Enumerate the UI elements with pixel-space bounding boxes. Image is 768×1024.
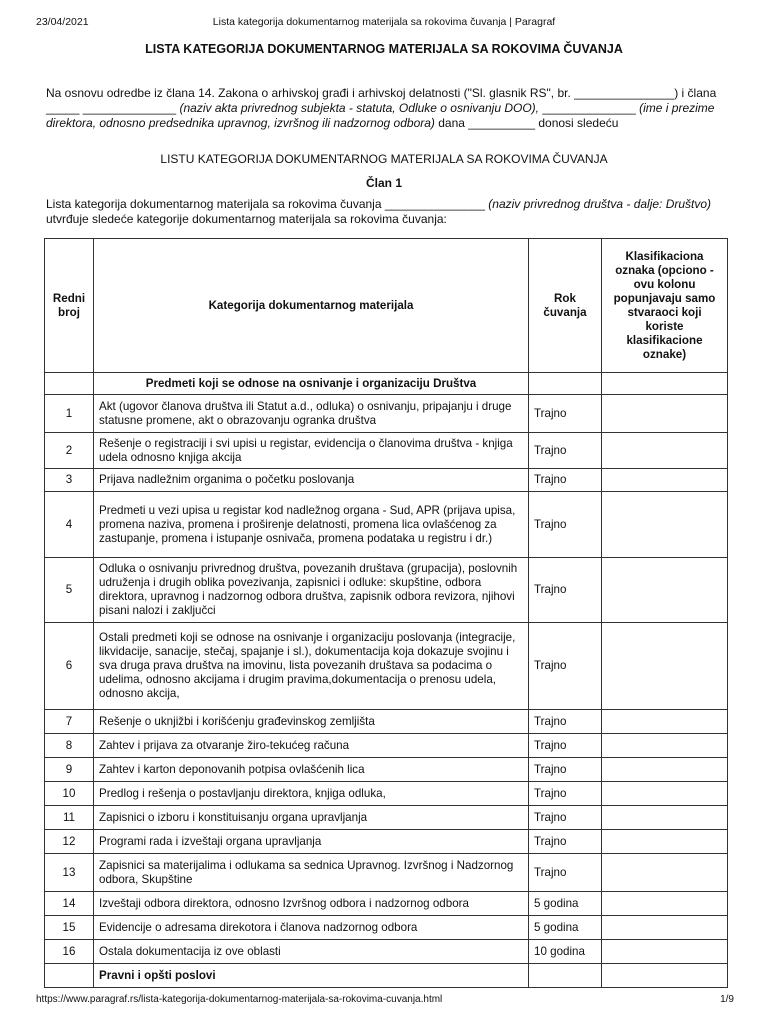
print-page-title: Lista kategorija dokumentarnog materijala sa rokovima čuvanja | Paragraf xyxy=(212,16,556,28)
row-category: Akt (ugovor članova društva ili Statut a.d., odluka) o osnivanju, pripajanju i druge statusne promene, akt o obrazovanju ogranka društva xyxy=(94,395,529,433)
table-row xyxy=(45,558,728,623)
row-classification-code xyxy=(602,623,728,710)
table-header-row xyxy=(45,239,728,373)
row-number: 4 xyxy=(45,492,94,558)
row-number: 8 xyxy=(45,734,94,758)
section-title: Pravni i opšti poslovi xyxy=(94,964,529,988)
table-row xyxy=(45,782,728,806)
row-retention-period: Trajno xyxy=(529,395,602,433)
row-retention-period: Trajno xyxy=(529,558,602,623)
row-category: Predmeti u vezi upisa u registar kod nadležnog organa - Sud, APR (prijava upisa, promena naziva, promena i proširenje delatnosti, promena lica ovlašćenog za zastupanje, promena i istupanje osnivača, promena podataka u registru i dr.) xyxy=(94,492,529,558)
row-retention-period: 5 godina xyxy=(529,892,602,916)
intro-italic-2: (ime i prezime direktora, odnosno predsednika upravnog, izvršnog ili nadzornog odbora) xyxy=(46,101,715,130)
row-number: 2 xyxy=(45,433,94,469)
print-date: 23/04/2021 xyxy=(36,16,89,28)
row-category: Zahtev i prijava za otvaranje žiro-tekućeg računa xyxy=(94,734,529,758)
row-retention-period: Trajno xyxy=(529,710,602,734)
intro-paragraph xyxy=(46,86,726,131)
row-number: 1 xyxy=(45,395,94,433)
row-category: Zapisnici sa materijalima i odlukama sa sednica Upravnog. Izvršnog i Nadzornog odbora, Skupštine xyxy=(94,854,529,892)
footer-page-number: 1/9 xyxy=(720,994,734,1005)
row-retention-period: Trajno xyxy=(529,623,602,710)
row-classification-code xyxy=(602,395,728,433)
row-classification-code xyxy=(602,710,728,734)
table-row xyxy=(45,892,728,916)
row-retention-period: Trajno xyxy=(529,734,602,758)
row-number: 12 xyxy=(45,830,94,854)
row-number: 3 xyxy=(45,469,94,492)
row-classification-code xyxy=(602,469,728,492)
table-row xyxy=(45,916,728,940)
table-row xyxy=(45,758,728,782)
row-classification-code xyxy=(602,758,728,782)
intro-text-1: Na osnovu odredbe iz člana 14. Zakona o arhivskoj građi i arhivskoj delatnosti ("Sl. glasnik RS", br. _______________) i člana _____ ______________ xyxy=(46,86,717,115)
table-row xyxy=(45,734,728,758)
row-classification-code xyxy=(602,558,728,623)
row-number: 16 xyxy=(45,940,94,964)
row-classification-code xyxy=(602,734,728,758)
row-retention-period: 5 godina xyxy=(529,916,602,940)
lead-text-1: Lista kategorija dokumentarnog materijala sa rokovima čuvanja _______________ xyxy=(46,197,489,211)
article-heading: Član 1 xyxy=(365,176,402,190)
table-row xyxy=(45,433,728,469)
row-classification-code xyxy=(602,806,728,830)
row-retention-period: Trajno xyxy=(529,758,602,782)
table-row xyxy=(45,395,728,433)
section-period-cell xyxy=(529,373,602,395)
row-classification-code xyxy=(602,916,728,940)
lead-paragraph xyxy=(46,197,726,227)
row-retention-period: Trajno xyxy=(529,433,602,469)
row-number: 13 xyxy=(45,854,94,892)
table-row xyxy=(45,492,728,558)
row-number: 15 xyxy=(45,916,94,940)
lead-text-2: utvrđuje sledeće kategorije dokumentarnog materijala sa rokovima čuvanja: xyxy=(46,212,447,226)
section-period-cell xyxy=(529,964,602,988)
table-row xyxy=(45,710,728,734)
row-category: Ostali predmeti koji se odnose na osnivanje i organizaciju poslovanja (integracije, likvidacije, sanacije, stečaj, spajanje i sl.), dokumentacija koja dokazuje svojinu i sva druga prava društva na imovinu, lista povezanih društava sa podacima o udelima, odnosno akcijama i drugim pravima,dokumentacija o prenosu udela, odnosno akcija, xyxy=(94,623,529,710)
row-category: Rešenje o registraciji i svi upisi u registar, evidencija o članovima društva - knjiga udela odnosno knjiga akcija xyxy=(94,433,529,469)
col-header-category: Kategorija dokumentarnog materijala xyxy=(94,239,529,373)
table-row xyxy=(45,854,728,892)
row-classification-code xyxy=(602,830,728,854)
row-retention-period: Trajno xyxy=(529,469,602,492)
footer-url: https://www.paragraf.rs/lista-kategorija-dokumentarnog-materijala-sa-rokovima-cuvanja.html xyxy=(36,994,443,1005)
row-number: 11 xyxy=(45,806,94,830)
section-row-legal xyxy=(45,964,728,988)
row-retention-period: Trajno xyxy=(529,492,602,558)
table-row xyxy=(45,469,728,492)
intro-italic-1: (naziv akta privrednog subjekta - statuta, Odluke o osnivanju DOO), xyxy=(179,101,539,115)
row-number: 6 xyxy=(45,623,94,710)
row-retention-period: Trajno xyxy=(529,830,602,854)
row-category: Evidencije o adresama direkotora i članova nadzornog odbora xyxy=(94,916,529,940)
row-retention-period: Trajno xyxy=(529,854,602,892)
row-category: Predlog i rešenja o postavljanju direktora, knjiga odluka, xyxy=(94,782,529,806)
row-classification-code xyxy=(602,433,728,469)
lead-italic: (naziv privrednog društva - dalje: Društvo) xyxy=(488,197,712,211)
row-retention-period: 10 godina xyxy=(529,940,602,964)
table-row xyxy=(45,830,728,854)
row-category: Prijava nadležnim organima o početku poslovanja xyxy=(94,469,529,492)
row-category: Programi rada i izveštaji organa upravljanja xyxy=(94,830,529,854)
row-classification-code xyxy=(602,940,728,964)
section-row-founding xyxy=(45,373,728,395)
row-number: 14 xyxy=(45,892,94,916)
row-number: 5 xyxy=(45,558,94,623)
col-header-period: Rok čuvanja xyxy=(529,239,602,373)
document-subtitle: LISTU KATEGORIJA DOKUMENTARNOG MATERIJALA SA ROKOVIMA ČUVANJA xyxy=(160,152,608,166)
row-category: Izveštaji odbora direktora, odnosno Izvršnog odbora i nadzornog odbora xyxy=(94,892,529,916)
row-category: Odluka o osnivanju privrednog društva, povezanih društava (grupacija), poslovnih udruženja i drugih oblika povezivanja, zapisnici i odluke: skupštine, odbora direktora, upravnog i nadzornog odbora društva, zapisnik odbora revizora, njihovi pisani nalozi i zaključci xyxy=(94,558,529,623)
row-classification-code xyxy=(602,492,728,558)
section-code-cell xyxy=(602,373,728,395)
table-row xyxy=(45,623,728,710)
col-header-classification: Klasifikaciona oznaka (opciono - ovu kolonu popunjavaju samo stvaraoci koji koriste klasifikacione oznake) xyxy=(602,239,728,373)
row-category: Ostala dokumentacija iz ove oblasti xyxy=(94,940,529,964)
row-number: 9 xyxy=(45,758,94,782)
col-header-num: Redni broj xyxy=(45,239,94,373)
categories-table xyxy=(44,238,728,988)
intro-text-3: dana __________ donosi sledeću xyxy=(434,116,619,130)
table-row xyxy=(45,940,728,964)
row-category: Zahtev i karton deponovanih potpisa ovlašćenih lica xyxy=(94,758,529,782)
row-retention-period: Trajno xyxy=(529,806,602,830)
intro-text-2: ______________ xyxy=(539,101,640,115)
section-code-cell xyxy=(602,964,728,988)
row-classification-code xyxy=(602,892,728,916)
row-retention-period: Trajno xyxy=(529,782,602,806)
table-row xyxy=(45,806,728,830)
row-classification-code xyxy=(602,782,728,806)
row-category: Zapisnici o izboru i konstituisanju organa upravljanja xyxy=(94,806,529,830)
row-category: Rešenje o uknjižbi i korišćenju građevinskog zemljišta xyxy=(94,710,529,734)
row-number: 7 xyxy=(45,710,94,734)
row-number: 10 xyxy=(45,782,94,806)
section-num-cell xyxy=(45,964,94,988)
section-title: Predmeti koji se odnose na osnivanje i organizaciju Društva xyxy=(94,373,529,395)
section-num-cell xyxy=(45,373,94,395)
document-title: LISTA KATEGORIJA DOKUMENTARNOG MATERIJALA SA ROKOVIMA ČUVANJA xyxy=(145,42,623,56)
row-classification-code xyxy=(602,854,728,892)
